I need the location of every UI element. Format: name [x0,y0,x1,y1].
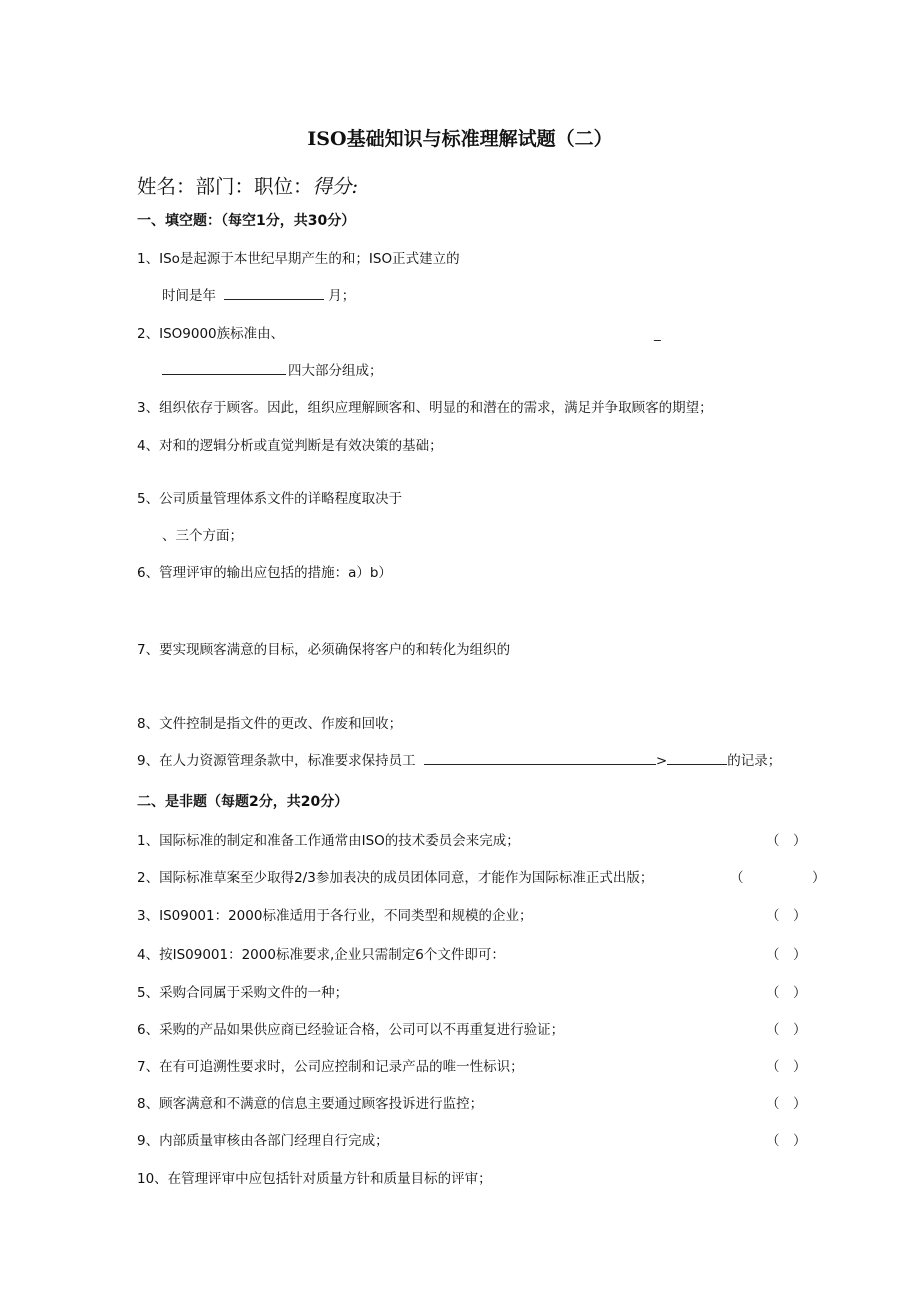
score-label: 得分: [312,175,359,198]
section1-heading: 一、填空题：（每空1分，共30分） [137,213,356,229]
q8: 8、文件控制是指文件的更改、作废和回收； [137,716,403,732]
tf-item-5: 5、采购合同属于采购文件的一种； [137,985,349,1001]
q2-line1: 2、ISO9000族标准由、 [137,326,285,342]
tf-answer-8[interactable]: （ ） [766,1096,807,1112]
tf-answer-6[interactable]: （ ） [766,1022,807,1038]
q1-text-post: 月； [328,288,356,304]
tf-item-2: 2、国际标准草案至少取得2/3参加表决的成员团体同意，才能作为国际标准正式出版； [137,870,654,886]
tf-answer-9[interactable]: （ ） [766,1133,807,1149]
q9-blank-1[interactable] [424,752,656,765]
tf-item-1: 1、国际标准的制定和准备工作通常由ISO的技术委员会来完成； [137,833,520,849]
dept-label: 部门： [195,175,255,198]
section2-heading: 二、是非题（每题2分，共20分） [137,794,349,810]
q9-blank-2[interactable] [667,752,727,765]
q5-line2: 、三个方面； [162,528,243,544]
name-label: 姓名： [137,175,196,198]
q9-text-pre: 9、在人力资源管理条款中，标准要求保持员工 [137,753,416,769]
tf-answer-2-close[interactable]: ） [812,870,826,886]
tf-item-6: 6、采购的产品如果供应商已经验证合格，公司可以不再重复进行验证； [137,1022,565,1038]
q9 [137,752,781,770]
tf-item-9: 9、内部质量审核由各部门经理自行完成； [137,1133,389,1149]
page-title: ISO基础知识与标准理解试题（二） [307,128,613,150]
q9-separator: > [655,753,668,769]
q1-line1: 1、ISo是起源于本世纪早期产生的和；ISO正式建立的 [137,251,460,267]
q6: 6、管理评审的输出应包括的措施：a）b） [137,565,392,581]
q1-blank[interactable] [224,287,324,300]
tf-answer-5[interactable]: （ ） [766,985,807,1001]
tf-answer-1[interactable]: （ ） [766,833,807,849]
q2-tail: _ [654,326,661,342]
q2-line2 [162,362,383,380]
q1-line2 [162,287,355,305]
position-label: 职位： [254,175,313,198]
tf-answer-4[interactable]: （ ） [766,947,807,963]
q4: 4、对和的逻辑分析或直觉判断是有效决策的基础； [137,438,443,454]
tf-item-8: 8、顾客满意和不满意的信息主要通过顾客投诉进行监控； [137,1096,484,1112]
tf-item-4: 4、按IS09001：2000标准要求,企业只需制定6个文件即可： [137,947,505,963]
info-line [137,171,358,199]
tf-item-7: 7、在有可追溯性要求时，公司应控制和记录产品的唯一性标识； [137,1059,524,1075]
q2-blank[interactable] [162,362,286,375]
q9-text-post: 的记录； [727,753,782,769]
q7: 7、要实现顾客满意的目标，必须确保将客户的和转化为组织的 [137,642,511,658]
tf-item-3: 3、IS09001：2000标准适用于各行业，不同类型和规模的企业； [137,908,533,924]
q3: 3、组织依存于顾客。因此，组织应理解顾客和、明显的和潜在的需求，满足并争取顾客的期望； [137,400,713,416]
q1-text-pre: 时间是年 [162,288,216,304]
q2-text: 四大部分组成； [288,363,383,379]
tf-item-10: 10、在管理评审中应包括针对质量方针和质量目标的评审； [137,1171,492,1187]
q5-line1: 5、公司质量管理体系文件的详略程度取决于 [137,491,403,507]
tf-answer-2-open[interactable]: （ [730,870,744,886]
tf-answer-3[interactable]: （ ） [766,908,807,924]
tf-answer-7[interactable]: （ ） [766,1059,807,1075]
